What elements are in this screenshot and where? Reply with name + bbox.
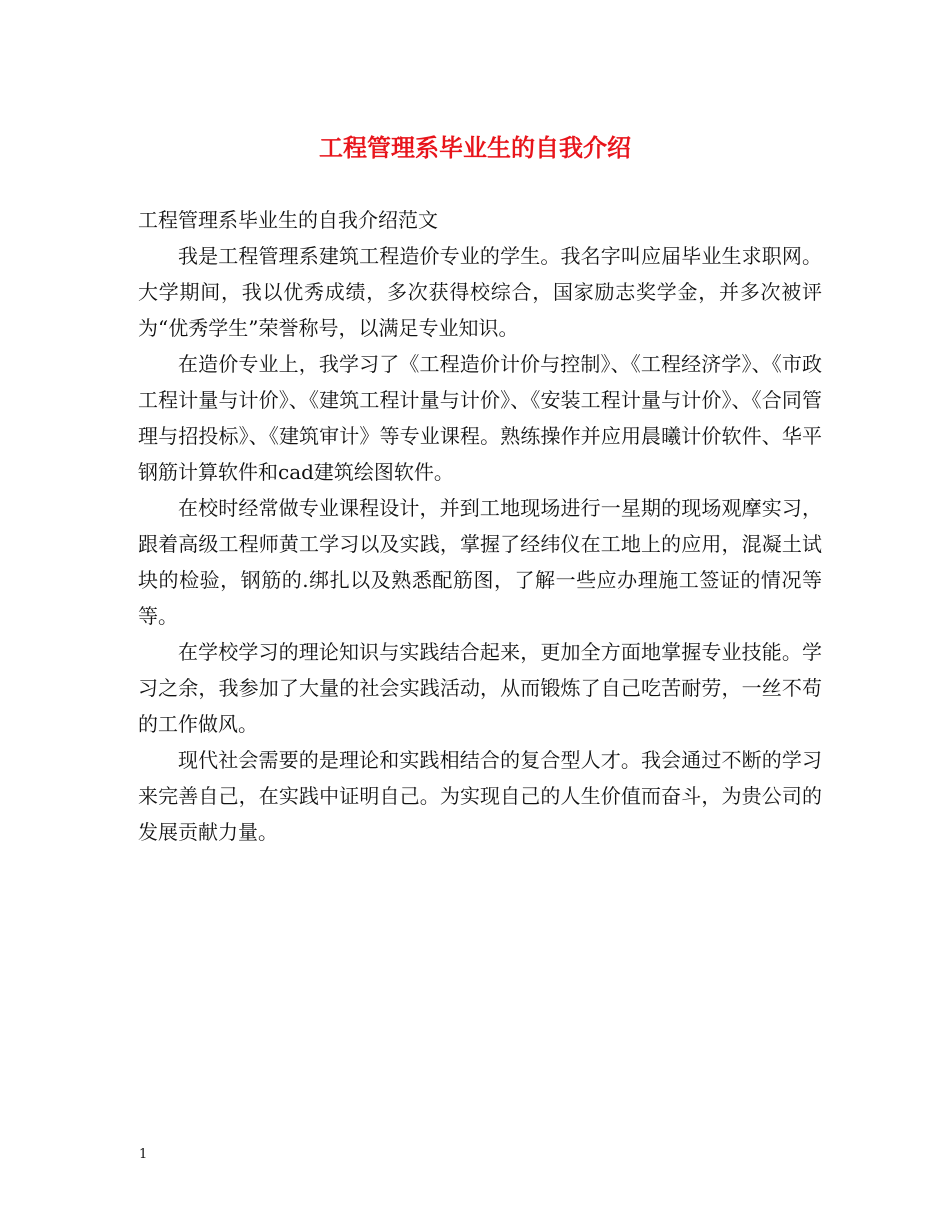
paragraph: 我是工程管理系建筑工程造价专业的学生。我名字叫应届毕业生求职网。大学期间，我以优秀成绩，多次获得校综合，国家励志奖学金，并多次被评为“优秀学生”荣誉称号，以满足专业知识。 (138, 244, 822, 340)
document-body (138, 202, 822, 850)
document-subtitle: 工程管理系毕业生的自我介绍范文 (138, 208, 438, 232)
paragraph: 在造价专业上，我学习了《工程造价计价与控制》、《工程经济学》、《市政工程计量与计价》、《建筑工程计量与计价》、《安装工程计量与计价》、《合同管理与招投标》、《建筑审计》等专业课程。熟练操作并应用晨曦计价软件、华平钢筋计算软件和cad建筑绘图软件。 (138, 352, 822, 484)
paragraph: 在校时经常做专业课程设计，并到工地现场进行一星期的现场观摩实习，跟着高级工程师黄工学习以及实践，掌握了经纬仪在工地上的应用，混凝土试块的检验，钢筋的.绑扎以及熟悉配筋图，了解一些应办理施工签证的情况等等。 (138, 496, 822, 628)
paragraph: 在学校学习的理论知识与实践结合起来，更加全方面地掌握专业技能。学习之余，我参加了大量的社会实践活动，从而锻炼了自己吃苦耐劳，一丝不苟的工作做风。 (138, 640, 822, 736)
page-number: 1 (139, 1147, 148, 1162)
paragraph: 现代社会需要的是理论和实践相结合的复合型人才。我会通过不断的学习来完善自己，在实践中证明自己。为实现自己的人生价值而奋斗，为贵公司的发展贡献力量。 (138, 748, 822, 844)
document-title: 工程管理系毕业生的自我介绍 (319, 133, 631, 162)
